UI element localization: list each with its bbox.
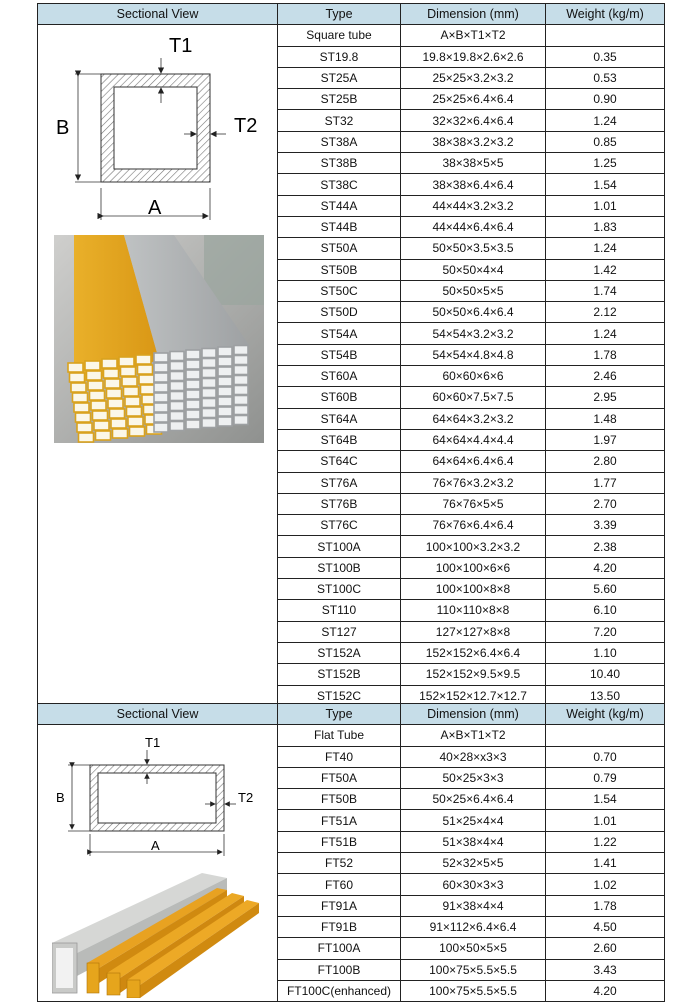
type-cell: ST54A: [278, 323, 401, 344]
grey-tube-end: [202, 369, 216, 378]
type-cell: ST38A: [278, 131, 401, 152]
weight-cell: 1.54: [546, 174, 665, 195]
grey-tube-end: [170, 362, 184, 371]
dimension-cell: 51×38×4×4: [401, 831, 546, 852]
type-cell: Square tube: [278, 25, 401, 46]
type-cell: FT52: [278, 853, 401, 874]
header-weight: Weight (kg/m): [546, 704, 665, 725]
dimension-cell: 100×100×8×8: [401, 579, 546, 600]
weight-cell: 0.35: [546, 46, 665, 67]
dimension-cell: 50×25×6.4×6.4: [401, 789, 546, 810]
weight-cell: 1.24: [546, 323, 665, 344]
grey-tube-end: [218, 347, 232, 356]
label-t2: T2: [238, 790, 254, 805]
dimension-cell: 100×50×5×5: [401, 938, 546, 959]
yellow-tube-end: [113, 429, 128, 438]
type-cell: ST100A: [278, 536, 401, 557]
type-cell: ST64A: [278, 408, 401, 429]
yellow-tube-end: [108, 399, 123, 408]
type-cell: ST152C: [278, 685, 401, 706]
grey-tube-end: [186, 380, 200, 389]
yellow-tube-end: [125, 397, 140, 406]
weight-cell: 1.10: [546, 642, 665, 663]
grey-tube-end: [202, 349, 216, 358]
grey-tube-end: [154, 353, 168, 362]
type-cell: ST44A: [278, 195, 401, 216]
header-dimension: Dimension (mm): [401, 4, 546, 25]
dimension-cell: 60×60×6×6: [401, 366, 546, 387]
grey-tube-end: [154, 413, 168, 422]
dimension-cell: 50×50×3.5×3.5: [401, 238, 546, 259]
grey-tube-end: [170, 422, 184, 431]
grey-tube-end: [202, 359, 216, 368]
label-b: B: [56, 117, 70, 139]
yellow-tube-end: [70, 373, 85, 382]
weight-cell: 1.22: [546, 831, 665, 852]
dimension-cell: 127×127×8×8: [401, 621, 546, 642]
dimension-cell: 60×30×3×3: [401, 874, 546, 895]
grey-tube-end: [154, 403, 168, 412]
type-cell: ST38C: [278, 174, 401, 195]
weight-cell: 1.74: [546, 280, 665, 301]
type-cell: ST54B: [278, 344, 401, 365]
type-cell: FT91A: [278, 895, 401, 916]
weight-cell: 5.60: [546, 579, 665, 600]
dimension-cell: 91×112×6.4×6.4: [401, 916, 546, 937]
dimension-cell: 40×28×x3×3: [401, 746, 546, 767]
label-b: B: [56, 790, 65, 805]
weight-cell: 1.01: [546, 195, 665, 216]
grey-tube-end: [154, 373, 168, 382]
weight-cell: 3.43: [546, 959, 665, 980]
grey-tube-end: [154, 393, 168, 402]
grey-tube-end: [170, 372, 184, 381]
type-cell: ST76A: [278, 472, 401, 493]
grey-tube-end: [234, 406, 248, 415]
header-weight: Weight (kg/m): [546, 4, 665, 25]
grey-tube-end: [234, 366, 248, 375]
dimension-cell: 54×54×3.2×3.2: [401, 323, 546, 344]
type-cell: ST32: [278, 110, 401, 131]
weight-cell: 2.80: [546, 451, 665, 472]
weight-cell: 2.60: [546, 938, 665, 959]
weight-cell: 1.83: [546, 216, 665, 237]
grey-tube-end: [202, 419, 216, 428]
dimension-cell: 38×38×3.2×3.2: [401, 131, 546, 152]
weight-cell: 4.50: [546, 916, 665, 937]
grey-tube-end: [202, 409, 216, 418]
dimension-cell: 76×76×5×5: [401, 493, 546, 514]
type-cell: ST50B: [278, 259, 401, 280]
type-cell: ST64B: [278, 429, 401, 450]
grey-tube-end: [202, 379, 216, 388]
grey-tube-end: [234, 416, 248, 425]
dimension-cell: 64×64×3.2×3.2: [401, 408, 546, 429]
weight-cell: 2.70: [546, 493, 665, 514]
yellow-tube-end: [111, 419, 126, 428]
dimension-cell: 100×75×5.5×5.5: [401, 959, 546, 980]
dimension-cell: 32×32×6.4×6.4: [401, 110, 546, 131]
weight-cell: 2.46: [546, 366, 665, 387]
dimension-cell: 60×60×7.5×7.5: [401, 387, 546, 408]
yellow-tube-end: [71, 383, 86, 392]
grey-tube-end: [218, 357, 232, 366]
grey-tube-end: [186, 360, 200, 369]
weight-cell: 4.20: [546, 557, 665, 578]
dimension-cell: 110×110×8×8: [401, 600, 546, 621]
grey-tube-end: [234, 346, 248, 355]
weight-cell: 0.85: [546, 131, 665, 152]
type-cell: ST50A: [278, 238, 401, 259]
grey-tube-end: [218, 387, 232, 396]
dimension-cell: A×B×T1×T2: [401, 725, 546, 746]
type-cell: FT50B: [278, 789, 401, 810]
weight-cell: 1.42: [546, 259, 665, 280]
type-cell: ST60A: [278, 366, 401, 387]
label-t1: T1: [145, 735, 161, 750]
yellow-tube-end: [102, 359, 117, 368]
type-cell: FT100A: [278, 938, 401, 959]
grey-tube-end: [218, 407, 232, 416]
yellow-tube-end: [85, 361, 100, 370]
type-cell: ST110: [278, 600, 401, 621]
weight-cell: 1.78: [546, 895, 665, 916]
dimension-cell: 152×152×6.4×6.4: [401, 642, 546, 663]
yellow-tube-end: [119, 357, 134, 366]
yellow-tube-end: [104, 369, 119, 378]
dimension-cell: 100×100×6×6: [401, 557, 546, 578]
grey-tube-end: [186, 420, 200, 429]
dimension-cell: 64×64×4.4×4.4: [401, 429, 546, 450]
label-t2: T2: [234, 115, 258, 137]
yellow-tube-end: [127, 407, 142, 416]
type-cell: ST152A: [278, 642, 401, 663]
flat-tube-photo: [52, 868, 262, 998]
dimension-cell: 152×152×9.5×9.5: [401, 664, 546, 685]
yellow-tube-end: [73, 393, 88, 402]
dimension-cell: 38×38×6.4×6.4: [401, 174, 546, 195]
type-cell: FT51B: [278, 831, 401, 852]
weight-cell: 7.20: [546, 621, 665, 642]
weight-cell: 0.70: [546, 746, 665, 767]
yellow-tube-end: [88, 381, 103, 390]
weight-cell: 6.10: [546, 600, 665, 621]
weight-cell: 0.53: [546, 67, 665, 88]
grey-tube-end: [170, 412, 184, 421]
dimension-cell: 50×25×3×3: [401, 767, 546, 788]
grey-tube-end: [218, 417, 232, 426]
dimension-cell: 19.8×19.8×2.6×2.6: [401, 46, 546, 67]
type-cell: FT91B: [278, 916, 401, 937]
dimension-cell: 64×64×6.4×6.4: [401, 451, 546, 472]
grey-tube-end: [202, 399, 216, 408]
weight-cell: 10.40: [546, 664, 665, 685]
grey-tube-end: [154, 363, 168, 372]
header-sectional-view: Sectional View: [38, 704, 278, 725]
dimension-cell: 38×38×5×5: [401, 153, 546, 174]
weight-cell: 0.90: [546, 89, 665, 110]
dimension-cell: 50×50×4×4: [401, 259, 546, 280]
square-header-row: [38, 4, 665, 25]
dimension-cell: 100×100×3.2×3.2: [401, 536, 546, 557]
yellow-tube-end: [68, 363, 83, 372]
flat-section-diagram: [50, 730, 270, 860]
grey-tube-end: [218, 377, 232, 386]
type-cell: ST50C: [278, 280, 401, 301]
type-cell: ST25B: [278, 89, 401, 110]
weight-cell: 1.25: [546, 153, 665, 174]
yellow-tube-end: [77, 423, 92, 432]
yellow-tube-end: [74, 403, 89, 412]
type-cell: FT100C(enhanced): [278, 980, 401, 1001]
yellow-tube-end: [130, 427, 145, 436]
weight-cell: 1.77: [546, 472, 665, 493]
yellow-tube-end: [105, 379, 120, 388]
yellow-tube-end: [79, 433, 94, 442]
header-sectional-view: Sectional View: [38, 4, 278, 25]
dimension-cell: 76×76×6.4×6.4: [401, 515, 546, 536]
yellow-tube-end: [107, 389, 122, 398]
weight-cell: 2.38: [546, 536, 665, 557]
type-cell: ST127: [278, 621, 401, 642]
type-cell: ST100C: [278, 579, 401, 600]
label-a: A: [151, 838, 160, 853]
type-cell: ST38B: [278, 153, 401, 174]
dimension-cell: 44×44×6.4×6.4: [401, 216, 546, 237]
dimension-cell: 54×54×4.8×4.8: [401, 344, 546, 365]
weight-cell: [546, 725, 665, 746]
weight-cell: [546, 25, 665, 46]
grey-tube-end: [234, 376, 248, 385]
yellow-tube-end: [139, 375, 154, 384]
type-cell: ST25A: [278, 67, 401, 88]
type-cell: FT60: [278, 874, 401, 895]
grey-tube-end: [170, 392, 184, 401]
type-cell: ST76B: [278, 493, 401, 514]
weight-cell: 1.24: [546, 110, 665, 131]
type-cell: FT50A: [278, 767, 401, 788]
grey-tube-end: [170, 382, 184, 391]
yellow-tube-end: [94, 421, 109, 430]
type-cell: ST60B: [278, 387, 401, 408]
dimension-cell: 152×152×12.7×12.7: [401, 685, 546, 706]
dimension-cell: 51×25×4×4: [401, 810, 546, 831]
type-cell: ST19.8: [278, 46, 401, 67]
dimension-cell: A×B×T1×T2: [401, 25, 546, 46]
type-cell: FT51A: [278, 810, 401, 831]
grey-tube-end: [186, 370, 200, 379]
weight-cell: 1.97: [546, 429, 665, 450]
yellow-tube-end: [138, 365, 153, 374]
grey-tube-end: [186, 350, 200, 359]
grey-tube-end: [186, 390, 200, 399]
weight-cell: 4.20: [546, 980, 665, 1001]
weight-cell: 13.50: [546, 685, 665, 706]
weight-cell: 1.54: [546, 789, 665, 810]
dimension-cell: 44×44×3.2×3.2: [401, 195, 546, 216]
grey-tube-end: [234, 386, 248, 395]
type-cell: ST50D: [278, 302, 401, 323]
weight-cell: 0.79: [546, 767, 665, 788]
yellow-tube-end: [96, 431, 111, 440]
yellow-tube-end: [128, 417, 143, 426]
weight-cell: 1.41: [546, 853, 665, 874]
weight-cell: 1.48: [546, 408, 665, 429]
weight-cell: 2.95: [546, 387, 665, 408]
type-cell: Flat Tube: [278, 725, 401, 746]
yellow-tube-end: [93, 411, 108, 420]
flat-header-row: [38, 704, 665, 725]
grey-tube-end: [170, 352, 184, 361]
grey-tube-end: [154, 423, 168, 432]
grey-tube-end: [218, 397, 232, 406]
square-section-diagram: [44, 28, 269, 228]
type-cell: ST152B: [278, 664, 401, 685]
yellow-tube-end: [124, 387, 139, 396]
dimension-cell: 52×32×5×5: [401, 853, 546, 874]
yellow-tube-end: [90, 391, 105, 400]
yellow-tube-end: [121, 367, 136, 376]
dimension-cell: 50×50×5×5: [401, 280, 546, 301]
yellow-tube-end: [76, 413, 91, 422]
type-cell: FT40: [278, 746, 401, 767]
yellow-tube-end: [91, 401, 106, 410]
grey-tube-end: [186, 410, 200, 419]
dimension-cell: 50×50×6.4×6.4: [401, 302, 546, 323]
yellow-tube-ends: [68, 355, 162, 442]
weight-cell: 1.24: [546, 238, 665, 259]
dimension-cell: 76×76×3.2×3.2: [401, 472, 546, 493]
yellow-tube-end: [87, 371, 102, 380]
label-t1: T1: [169, 35, 193, 57]
dimension-cell: 25×25×6.4×6.4: [401, 89, 546, 110]
grey-tube-end: [218, 367, 232, 376]
header-type: Type: [278, 704, 401, 725]
dimension-cell: 100×75×5.5×5.5: [401, 980, 546, 1001]
dimension-cell: 91×38×4×4: [401, 895, 546, 916]
type-cell: ST64C: [278, 451, 401, 472]
yellow-tube-end: [122, 377, 137, 386]
grey-tube-end: [234, 356, 248, 365]
yellow-tube-end: [110, 409, 125, 418]
label-a: A: [148, 197, 162, 219]
type-cell: ST44B: [278, 216, 401, 237]
weight-cell: 1.78: [546, 344, 665, 365]
square-tube-photo: [54, 235, 264, 443]
type-cell: FT100B: [278, 959, 401, 980]
grey-tube-end: [186, 400, 200, 409]
weight-cell: 3.39: [546, 515, 665, 536]
grey-tube-end: [170, 402, 184, 411]
grey-tube-end: [202, 389, 216, 398]
yellow-tube-end: [136, 355, 151, 364]
weight-cell: 1.02: [546, 874, 665, 895]
header-dimension: Dimension (mm): [401, 704, 546, 725]
dimension-cell: 25×25×3.2×3.2: [401, 67, 546, 88]
type-cell: ST76C: [278, 515, 401, 536]
weight-cell: 2.12: [546, 302, 665, 323]
header-type: Type: [278, 4, 401, 25]
grey-tube-end: [234, 396, 248, 405]
grey-tube-end: [154, 383, 168, 392]
type-cell: ST100B: [278, 557, 401, 578]
weight-cell: 1.01: [546, 810, 665, 831]
